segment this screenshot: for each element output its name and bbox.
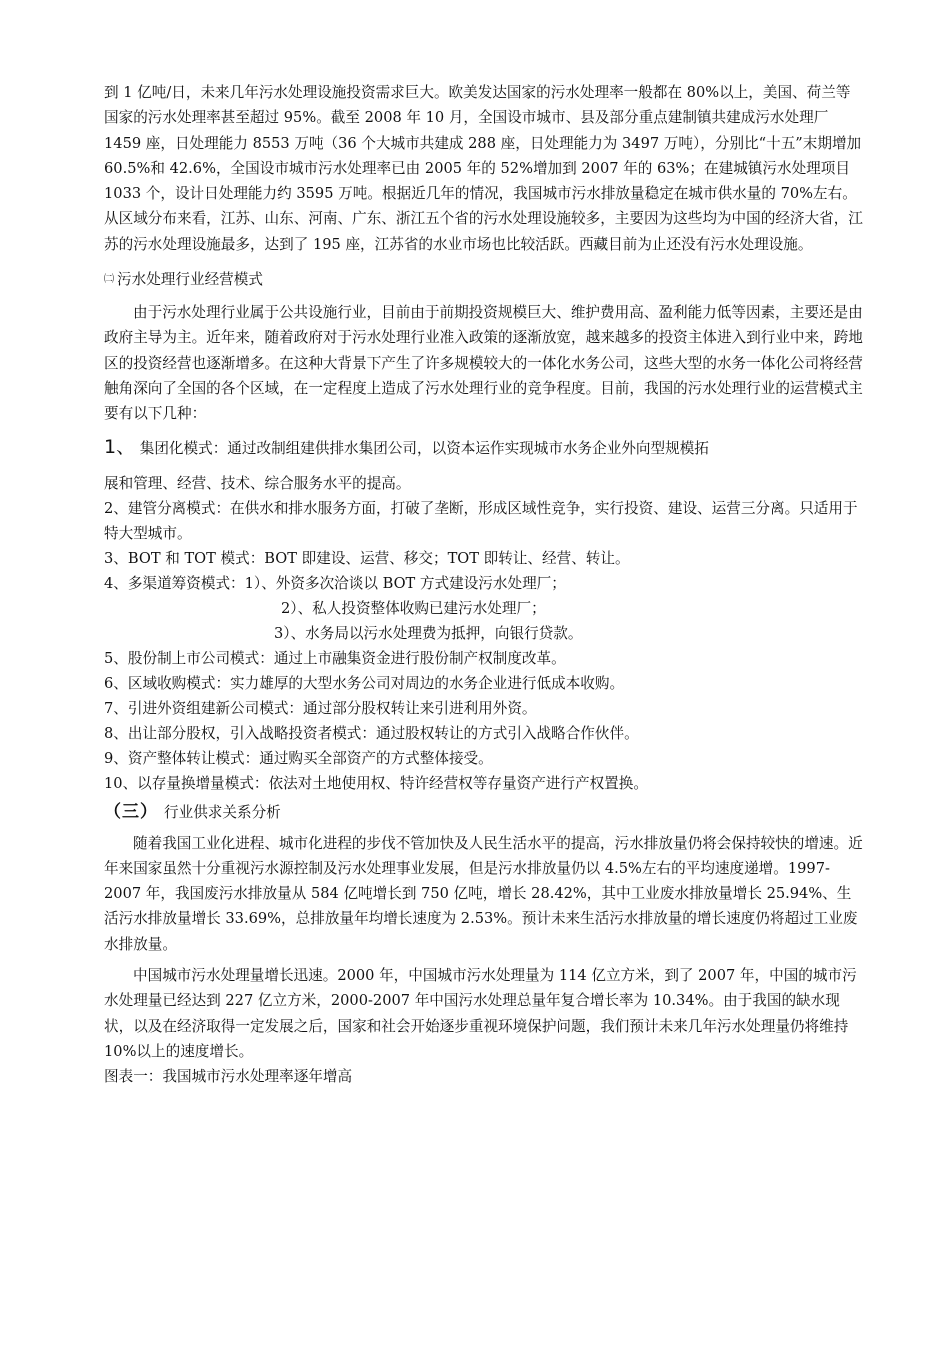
section-title: 行业供求关系分析 xyxy=(164,803,281,821)
list-item-8: 8、出让部分股权，引入战略投资者模式：通过股权转让的方式引入战略合作伙伴。 xyxy=(104,724,639,742)
list-item-1-continued: 展和管理、经营、技术、综合服务水平的提高。 xyxy=(104,474,411,492)
operating-model-paragraph: 由于污水处理行业属于公共设施行业，目前由于前期投资规模巨大、维护费用高、盈利能力低等因素，主要还是由政府主导为主。近年来，随着政府对于污水处理行业准入政策的逐渐放宽，越来越多的投资主体进入到行业中来，跨地区的投资经营也逐渐增多。在这种大背景下产生了许多规模较大的一体化水务公司，这些大型的水务一体化公司将经营触角深向了全国的各个区域，在一定程度上造成了污水处理行业的竞争程度。目前，我国的污水处理行业的运营模式主要有以下几种： xyxy=(104,304,863,423)
section-marker: ㈡ xyxy=(104,274,114,286)
list-number: 1、 xyxy=(104,435,136,458)
supply-demand-paragraph-2: 中国城市污水处理量增长迅速。2000 年，中国城市污水处理量为 114 亿立方米，到了 2007 年，中国的城市污水处理量已经达到 227 亿立方米，2000-2007 年中国污水处理总量年复合增长率为 10.34%。由于我国的缺水现状，以及在经济取得一定发展之后，国家和社会开始逐步重视环境保护问题，我们预计未来几年污水处理量仍将维持 10%以上的速度增长。 xyxy=(104,967,857,1060)
list-item-5: 5、股份制上市公司模式：通过上市融集资金进行股份制产权制度改革。 xyxy=(104,649,566,667)
list-item-7: 7、引进外资组建新公司模式：通过部分股权转让来引进利用外资。 xyxy=(104,699,537,717)
supply-demand-paragraph-1: 随着我国工业化进程、城市化进程的步伐不管加快及人民生活水平的提高，污水排放量仍将会保持较快的增速。近年来国家虽然十分重视污水源控制及污水处理事业发展，但是污水排放量仍以 4.5%左右的平均速度递增。1997-2007 年，我国废污水排放量从 584 亿吨增长到 750 亿吨，增长 28.42%，其中工业废水排放量增长 25.94%、生活污水排放量增长 33.69%，总排放量年均增长速度为 2.53%。预计未来生活污水排放量的增长速度仍将超过工业废水排放量。 xyxy=(104,834,863,953)
document-page xyxy=(104,80,864,1089)
section-marker: （三） xyxy=(104,801,158,822)
intro-paragraph: 到 1 亿吨/日，未来几年污水处理设施投资需求巨大。欧美发达国家的污水处理率一般都在 80%以上，美国、荷兰等国家的污水处理率甚至超过 95%。截至 2008 年 10 月，全国设市城市、县及部分重点建制镇共建成污水处理厂 1459 座，日处理能力 8553 万吨（36 个大城市共建成 288 座，日处理能力为 3497 万吨），分别比“十五”末期增加 60.5%和 42.6%，全国设市城市污水处理率已由 2005 年的 52%增加到 2007 年的 63%；在建城镇污水处理项目 1033 个，设计日处理能力约 3595 万吨。根据近几年的情况，我国城市污水排放量稳定在城市供水量的 70%左右。从区域分布来看，江苏、山东、河南、广东、浙江五个省的污水处理设施较多，主要因为这些均为中国的经济大省，江苏的污水处理设施最多，达到了 195 座，江苏省的水业市场也比较活跃。西藏目前为止还没有污水处理设施。 xyxy=(104,84,863,253)
list-item-9: 9、资产整体转让模式：通过购买全部资产的方式整体接受。 xyxy=(104,749,493,767)
section-heading-operating-model xyxy=(104,267,864,292)
list-item-4-sub-2: 2）、私人投资整体收购已建污水处理厂； xyxy=(281,599,546,617)
list-item-10: 10、以存量换增量模式：依法对土地使用权、特许经营权等存量资产进行产权置换。 xyxy=(104,774,648,792)
list-item-text: 集团化模式：通过改制组建供排水集团公司，以资本运作实现城市水务企业外向型规模拓 xyxy=(139,439,709,457)
figure-caption: 图表一：我国城市污水处理率逐年增高 xyxy=(104,1068,353,1086)
list-item-1 xyxy=(104,435,864,461)
section-title: 污水处理行业经营模式 xyxy=(117,271,263,289)
list-item-4-sub-3: 3）、水务局以污水处理费为抵押，向银行贷款。 xyxy=(274,624,583,642)
list-item-2: 2、建管分离模式：在供水和排水服务方面，打破了垄断，形成区域性竞争，实行投资、建设、运营三分离。只适用于特大型城市。 xyxy=(104,499,858,542)
list-item-4: 4、多渠道筹资模式：1）、外资多次洽谈以 BOT 方式建设污水处理厂； xyxy=(104,574,566,592)
list-item-6: 6、区域收购模式：实力雄厚的大型水务公司对周边的水务企业进行低成本收购。 xyxy=(104,674,625,692)
section-heading-supply-demand xyxy=(104,800,864,825)
list-item-3: 3、BOT 和 TOT 模式：BOT 即建设、运营、移交；TOT 即转让、经营、转让。 xyxy=(104,549,630,567)
